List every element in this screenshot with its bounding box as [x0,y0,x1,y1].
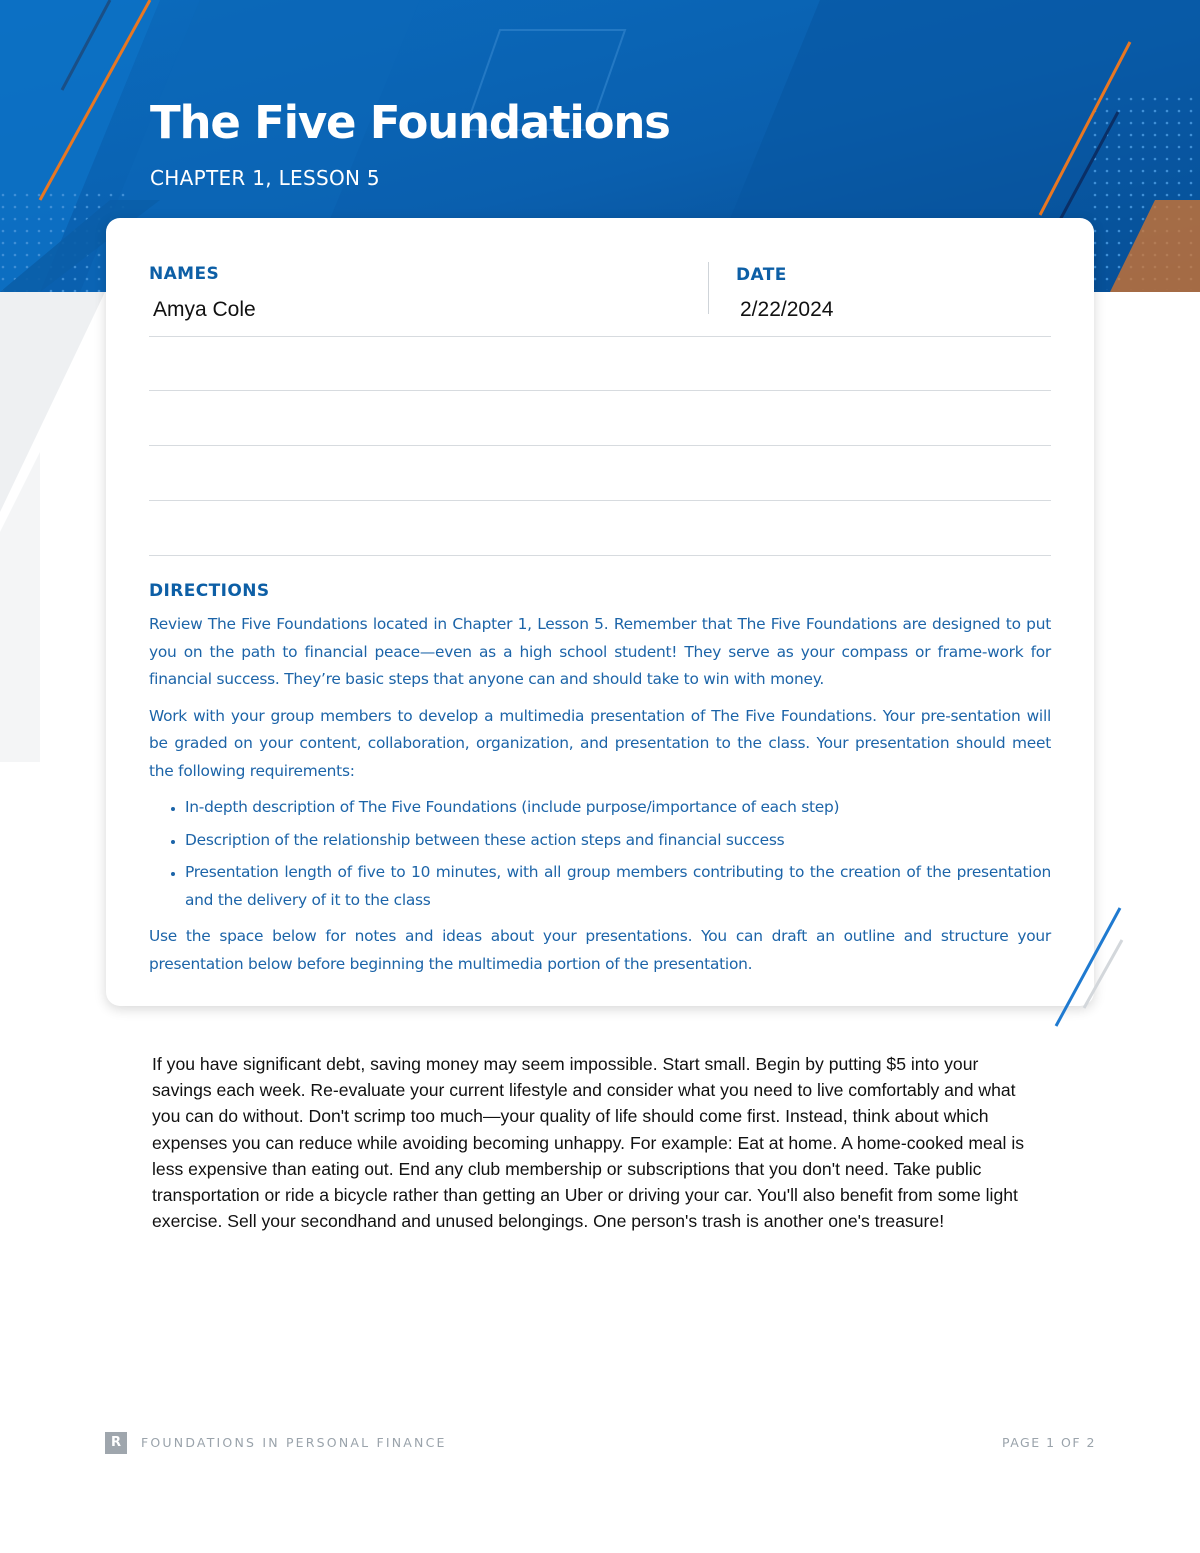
directions-body [149,611,1051,987]
list-item: • Presentation length of five to 10 minutes, with all group members contributing to the creation of the presentation and the delivery of it to the class [185,859,1051,914]
page-number: PAGE 1 OF 2 [1001,1435,1096,1450]
field-divider [708,262,709,314]
directions-heading: DIRECTIONS [149,581,270,601]
list-item: • In-depth description of The Five Foundations (include purpose/importance of each step) [185,794,1051,822]
publisher-logo: R [105,1432,127,1454]
date-field[interactable]: 2/22/2024 [740,298,834,321]
directions-paragraph: Review The Five Foundations located in Chapter 1, Lesson 5. Remember that The Five Foundations are designed to put you on the path to financial peace—even as a high school student! They serve as your compass or frame-work for financial success. They’re basic steps that anyone can and should take to win with money. [149,615,1051,688]
name-line [149,336,1051,337]
accent-lines [1040,900,1140,1040]
name-line [149,445,1051,446]
name-line [149,390,1051,391]
directions-paragraph: Work with your group members to develop a multimedia presentation of The Five Foundations. Your pre-sentation will be graded on your content, collaboration, organization, and presentation to the class. Your presentation should meet the following requirements: [149,706,1051,780]
names-field[interactable]: Amya Cole [153,298,256,321]
publication-name: FOUNDATIONS IN PERSONAL FINANCE [141,1435,447,1450]
directions-paragraph: Use the space below for notes and ideas about your presentations. You can draft an outline and structure your presentation below before beginning the multimedia portion of the presentation. [149,927,1051,973]
name-line [149,555,1051,556]
page-title: The Five Foundations [150,96,670,149]
list-item: • Description of the relationship between these action steps and financial success [185,827,1051,855]
names-label: NAMES [149,264,220,284]
page-subtitle: CHAPTER 1, LESSON 5 [150,166,380,190]
requirements-list [149,794,1051,914]
worksheet-card [106,218,1094,1006]
name-line [149,500,1051,501]
date-label: DATE [736,265,787,285]
notes-area[interactable]: If you have significant debt, saving money may seem impossible. Start small. Begin by putting $5 into your savings each week. Re-evaluate your current lifestyle and consider what you need to live comfortably and what you can do without. Don't scrimp too much—your quality of life should come first. Instead, think about which expenses you can reduce while avoiding becoming unhappy. For example: Eat at home. A home-cooked meal is less expensive than eating out. End any club membership or subscriptions that you don't need. Take public transportation or ride a bicycle rather than getting an Uber or driving your car. You'll also benefit from some light exercise. Sell your secondhand and unused belongings. One person's trash is another one's treasure! [152,1054,1025,1232]
